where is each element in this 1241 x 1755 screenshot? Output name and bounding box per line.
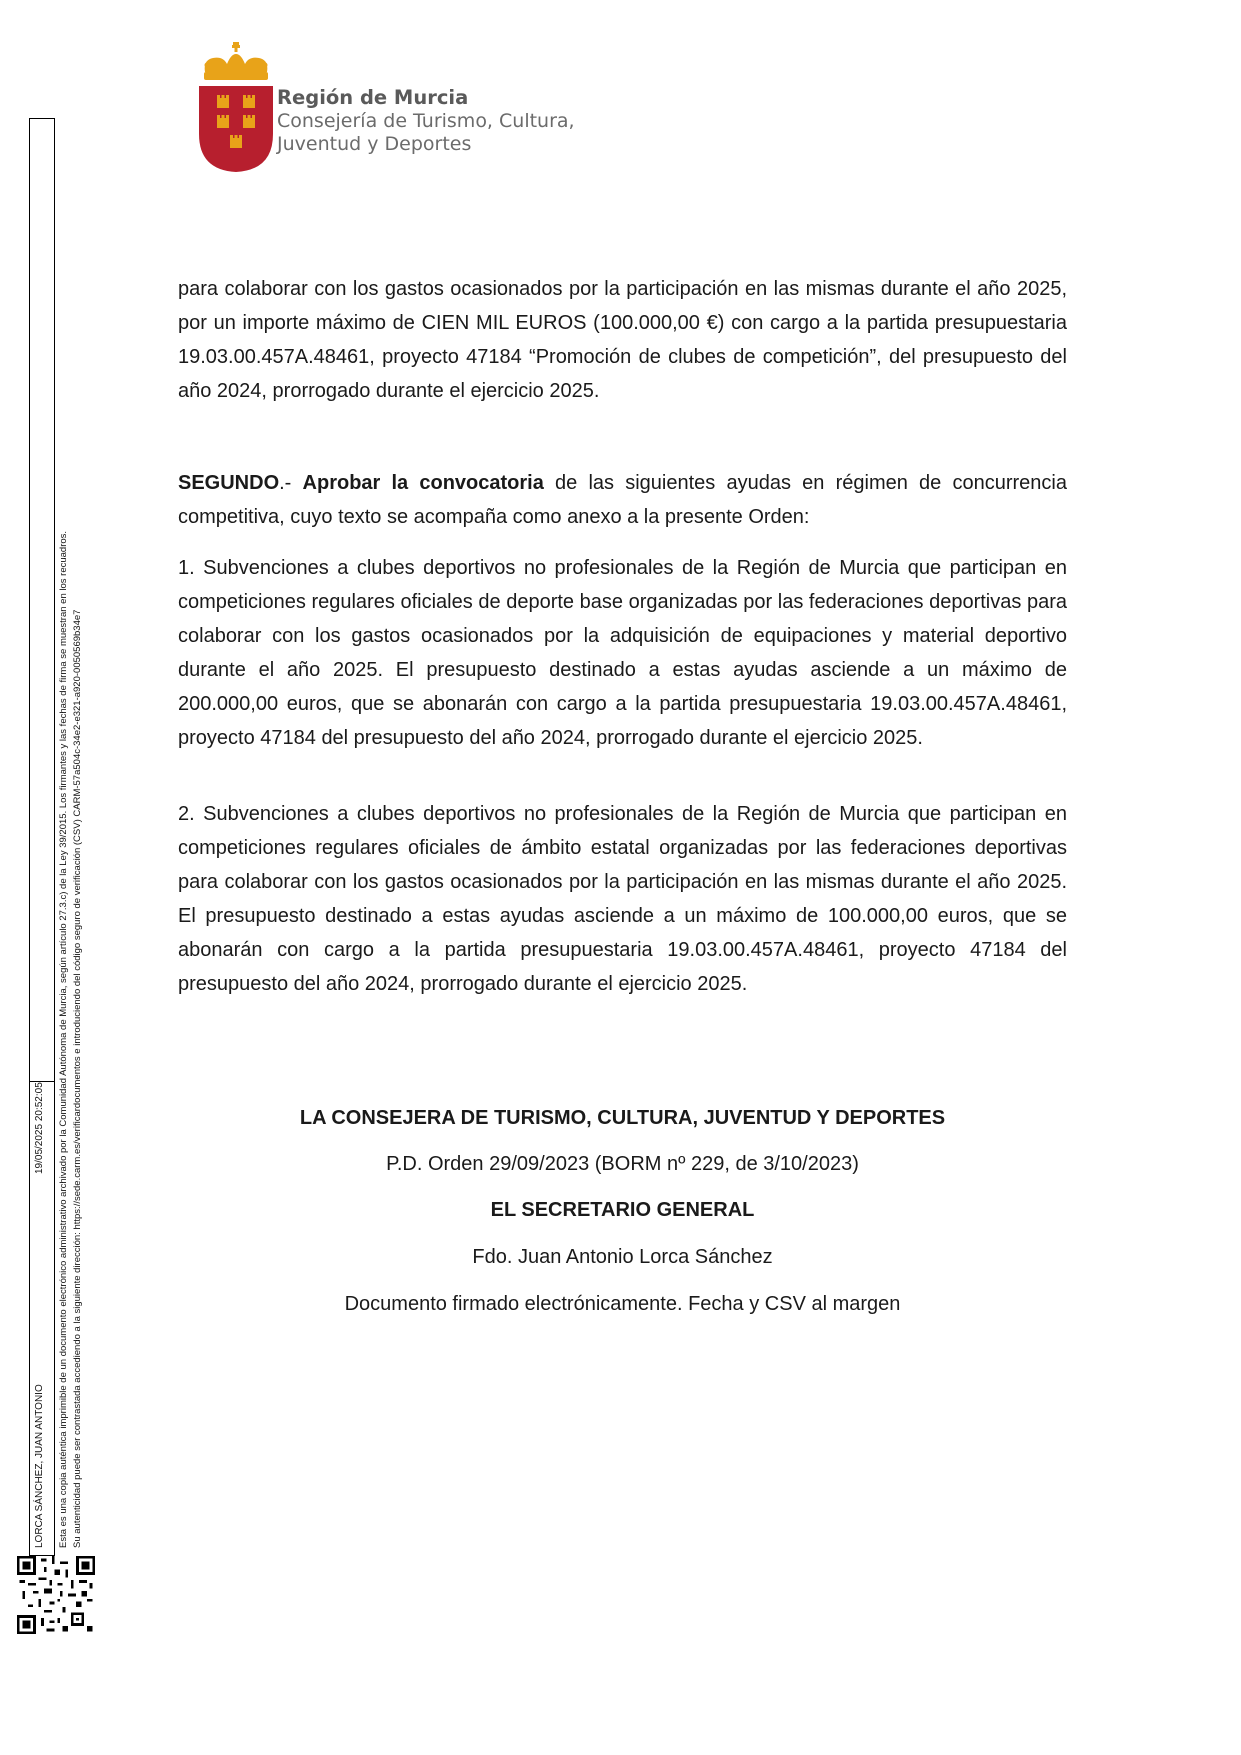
paragraph-text: para colaborar con los gastos ocasionados por la participación en las mismas durante el año 2025, por un importe máximo de CIEN MIL EUROS (100.000,00 €) con cargo a la partida presupuestaria 19.03.00.457A.48461, proyecto 47184 “Promoción de clubes de competición”, del presupuesto del año 2024, prorrogado durante el ejercicio 2025.: [178, 278, 1067, 402]
paragraph-segundo: [178, 466, 1067, 534]
margin-legal-line-2: Su autenticidad puede ser contrastada accediendo a la siguiente dirección: https://sede.carm.es/verificardocumentos e introduciendo del código seguro de verificación (CSV) CARM-57a504c-34e2-e321-a920-0050569b34e7: [72, 609, 83, 1548]
dept-line-2: Juventud y Deportes: [277, 132, 472, 155]
paragraph-continuation: [178, 272, 1067, 408]
paragraph-item-1: [178, 551, 1067, 755]
qr-code-icon: [17, 1556, 95, 1634]
org-name: Región de Murcia: [277, 86, 469, 109]
segundo-separator: .-: [279, 472, 303, 494]
organization-heading: [277, 86, 575, 156]
margin-datetime: 19/05/2025 20:52:05: [34, 1082, 45, 1174]
margin-legal-line-1: Esta es una copia auténtica imprimible de un documento electrónico administrativo archivado por la Comunidad Autónoma de Murcia, según artículo 27.3.c) de la Ley 39/2015. Los firmantes y las fechas de firma se muestran en los recuadros.: [58, 530, 69, 1548]
paragraph-item-2: [178, 797, 1067, 1001]
segundo-text: de las siguientes ayudas en régimen de concurrencia competitiva, cuyo texto se acompaña como anexo a la presente Orden:: [178, 472, 1067, 528]
signature-delegation: P.D. Orden 29/09/2023 (BORM nº 229, de 3/10/2023): [386, 1153, 859, 1175]
signature-note: Documento firmado electrónicamente. Fecha y CSV al margen: [344, 1293, 901, 1315]
margin-signer: LORCA SÁNCHEZ, JUAN ANTONIO: [34, 1384, 45, 1548]
paragraph-text: 1. Subvenciones a clubes deportivos no profesionales de la Región de Murcia que participan en competiciones regulares oficiales de deporte base organizadas por las federaciones deportivas para colaborar con los gastos ocasionados por la adquisición de equipaciones y material deportivo durante el año 2025. El presupuesto destinado a estas ayudas asciende a un máximo de 200.000,00 euros, que se abonarán con cargo a la partida presupuestaria 19.03.00.457A.48461, proyecto 47184 del presupuesto del año 2024, prorrogado durante el ejercicio 2025.: [178, 557, 1067, 749]
signature-signer: Fdo. Juan Antonio Lorca Sánchez: [472, 1246, 773, 1268]
signature-role: EL SECRETARIO GENERAL: [490, 1199, 755, 1221]
segundo-action: Aprobar la convocatoria: [302, 472, 544, 494]
segundo-heading: SEGUNDO: [178, 472, 280, 494]
region-murcia-crest-icon: [197, 42, 275, 174]
dept-line-1: Consejería de Turismo, Cultura,: [277, 109, 575, 132]
paragraph-text: 2. Subvenciones a clubes deportivos no profesionales de la Región de Murcia que participan en competiciones regulares oficiales de ámbito estatal organizadas por las federaciones deportivas para colaborar con los gastos ocasionados por la participación en las mismas durante el año 2025. El presupuesto destinado a estas ayudas asciende a un máximo de 100.000,00 euros, que se abonarán con cargo a la partida presupuestaria 19.03.00.457A.48461, proyecto 47184 del presupuesto del año 2024, prorrogado durante el ejercicio 2025.: [178, 803, 1067, 995]
signature-title: LA CONSEJERA DE TURISMO, CULTURA, JUVENTUD Y DEPORTES: [299, 1107, 946, 1129]
signature-margin-box: [29, 118, 55, 1556]
